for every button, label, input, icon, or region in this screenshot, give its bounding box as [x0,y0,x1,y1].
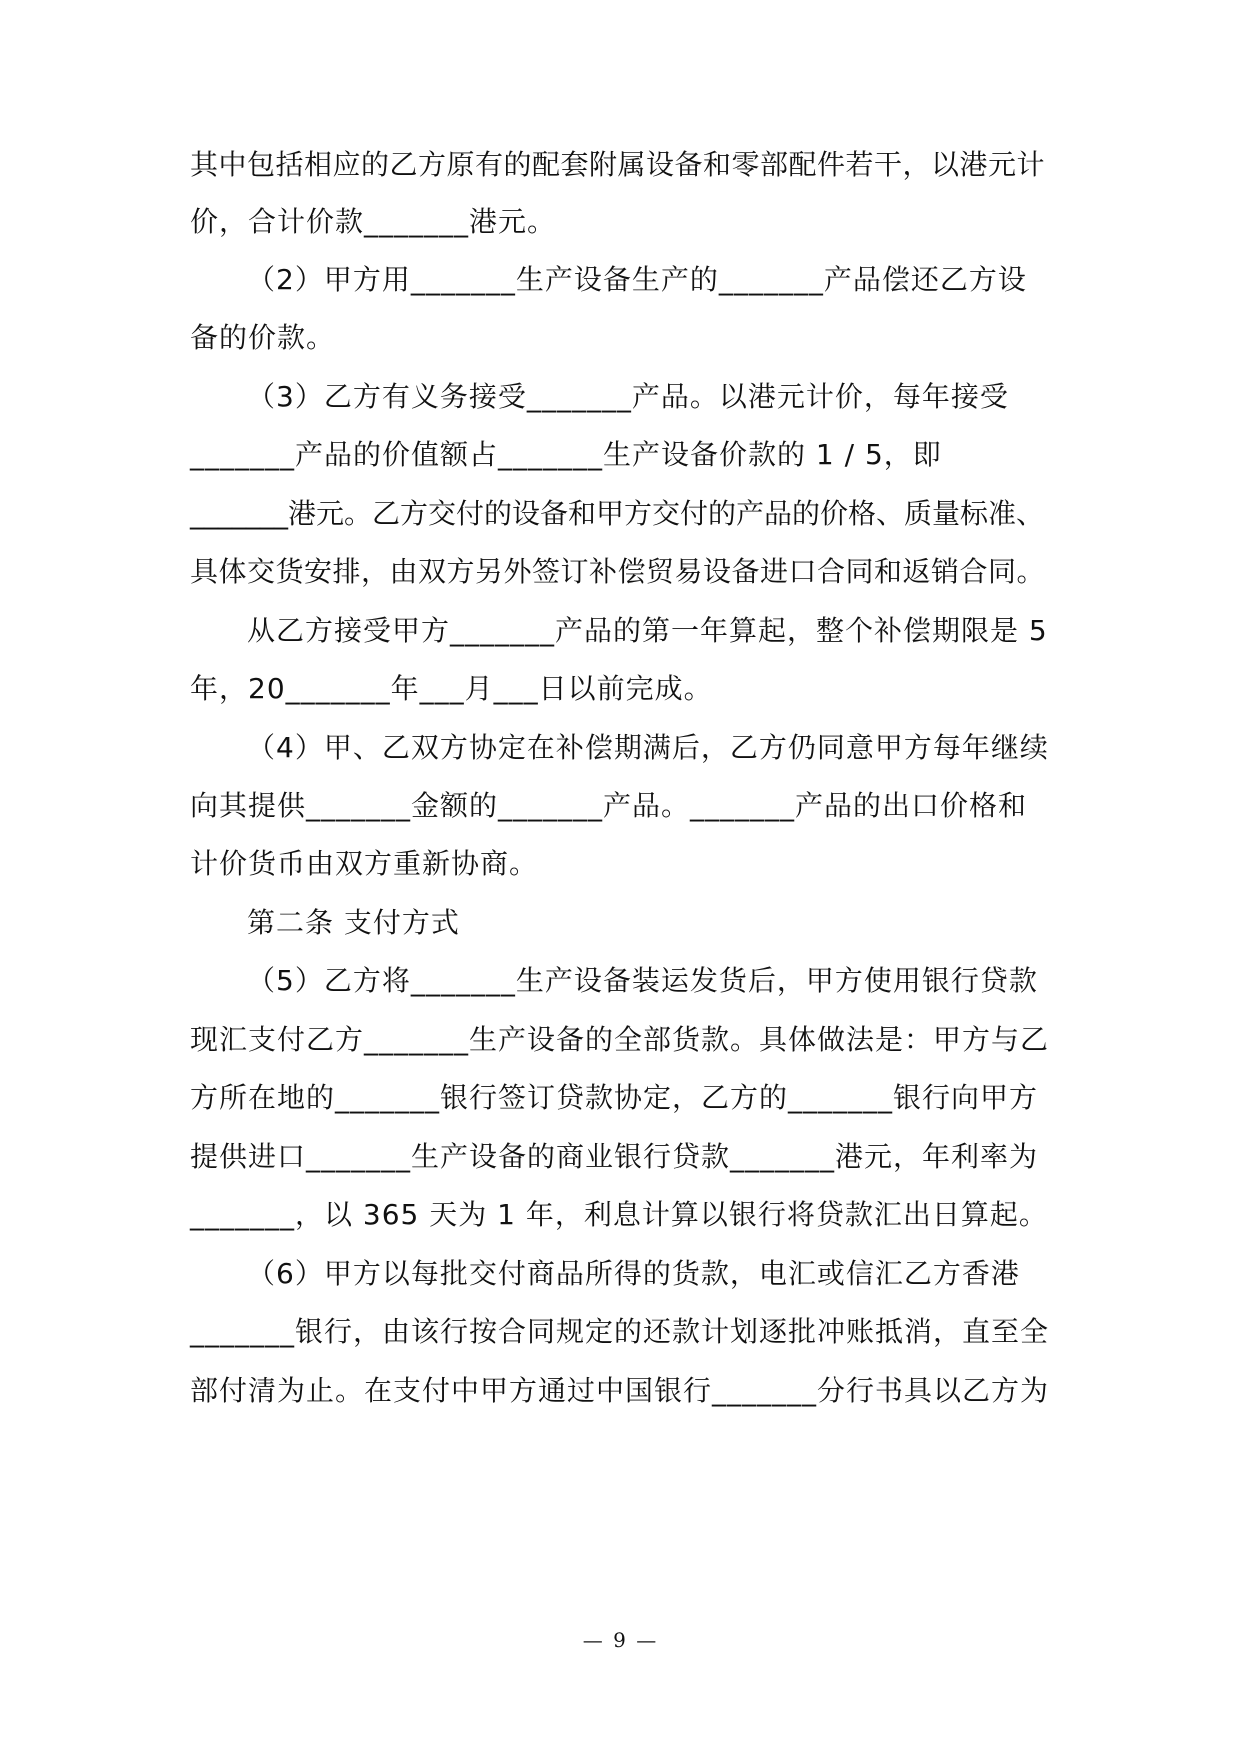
paragraph-line: 方所在地的_______银行签订贷款协定，乙方的_______银行向甲方 [190,1081,1039,1114]
paragraph-line: 其中包括相应的乙方原有的配套附属设备和零部配件若干，以港元计 [190,148,1046,181]
clause-4-line: （4）甲、乙双方协定在补偿期满后，乙方仍同意甲方每年继续 [247,731,1049,764]
paragraph-line: _______，以 365 天为 1 年，利息计算以银行将贷款汇出日算起。 [190,1198,1048,1231]
paragraph-line: _______银行，由该行按合同规定的还款计划逐批冲账抵消，直至全 [190,1315,1050,1348]
paragraph-line: 年，20_______年___月___日以前完成。 [190,672,713,705]
page-number: — 9 — [582,1628,659,1652]
section-heading: 第二条 支付方式 [247,906,460,939]
paragraph-line: 提供进口_______生产设备的商业银行贷款_______港元，年利率为 [190,1140,1039,1173]
paragraph-line: _______产品的价值额占_______生产设备价款的 1 / 5，即 [190,438,942,471]
paragraph-line: 计价货币由双方重新协商。 [190,847,539,880]
paragraph-line: 价，合计价款_______港元。 [190,205,557,238]
clause-5-line: （5）乙方将_______生产设备装运发货后，甲方使用银行贷款 [247,964,1038,997]
clause-3-line: （3）乙方有义务接受_______产品。以港元计价，每年接受 [247,380,1009,413]
paragraph-line: 备的价款。 [190,321,336,354]
paragraph-line: 部付清为止。在支付中甲方通过中国银行_______分行书具以乙方为 [190,1374,1050,1407]
paragraph-line: 具体交货安排，由双方另外签订补偿贸易设备进口合同和返销合同。 [190,555,1046,588]
paragraph-line: 现汇支付乙方_______生产设备的全部货款。具体做法是：甲方与乙 [190,1023,1050,1056]
clause-2-line: （2）甲方用_______生产设备生产的_______产品偿还乙方设 [247,263,1027,296]
paragraph-line: 从乙方接受甲方_______产品的第一年算起，整个补偿期限是 5 [247,614,1048,647]
clause-6-line: （6）甲方以每批交付商品所得的货款，电汇或信汇乙方香港 [247,1257,1020,1290]
paragraph-line: 向其提供_______金额的_______产品。_______产品的出口价格和 [190,789,1028,822]
paragraph-line: _______港元。乙方交付的设备和甲方交付的产品的价格、质量标准、 [190,497,1045,530]
